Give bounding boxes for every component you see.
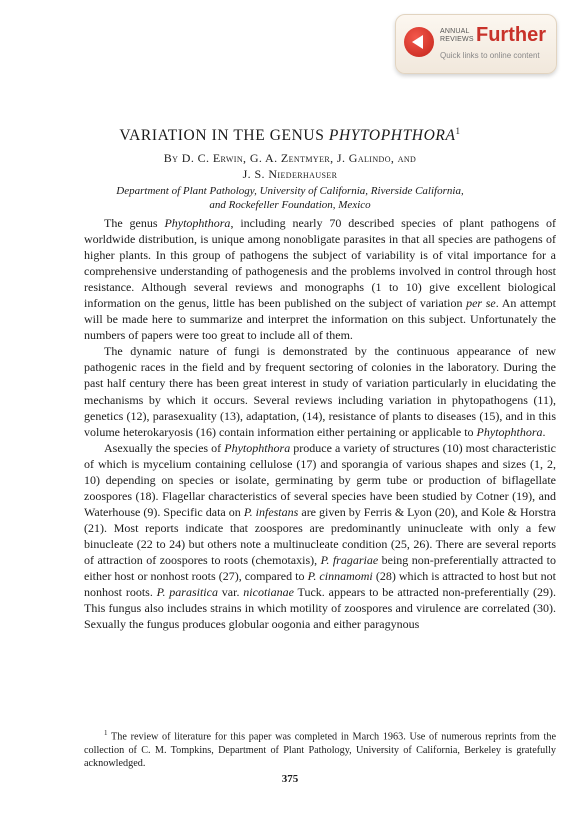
quick-links-label[interactable]: Quick links to online content — [440, 51, 540, 60]
italic-term: Phytophthora — [164, 216, 231, 230]
title-footnote-mark: 1 — [455, 126, 461, 136]
italic-term: nicotianae — [243, 585, 294, 600]
further-label: Further — [476, 24, 546, 46]
text-run: (28) which is attracted to host but not nonhost roots. — [84, 569, 556, 600]
footnote-mark: 1 — [104, 729, 108, 737]
body-paragraph — [84, 215, 556, 343]
page-number: 375 — [281, 773, 299, 785]
italic-term: P. parasitica — [156, 585, 218, 600]
text-run: . An attempt will be made here to summarize and interpret the information on this subject. Unfortunately the numbers of papers were too great to include all of them. — [84, 296, 556, 343]
text-run: . — [542, 424, 546, 439]
italic-term: P. infestans — [243, 504, 299, 519]
text-run: being non-preferentially attracted to either host or nonhost roots (27), compared to — [84, 552, 556, 584]
italic-term: Phytophthora — [224, 440, 291, 455]
authors-second-line: J. S. Niederhauser — [242, 167, 338, 181]
author-list — [0, 150, 580, 182]
title-genus: PHYTOPHTHORA — [328, 127, 456, 145]
play-icon[interactable] — [404, 27, 434, 57]
text-run: The genus — [104, 216, 165, 230]
text-run: var. — [217, 585, 244, 600]
italic-term: Phytophthora — [476, 424, 543, 439]
italic-term: per se — [466, 296, 496, 311]
authors-first-line: D. C. Erwin, G. A. Zentmyer, J. Galindo, and — [181, 151, 417, 165]
affiliation — [0, 184, 580, 212]
text-run: Tuck. appears to be attracted non-preferentially (29). This fungus also includes strains in which motility of zoospores and virulence are correlated (30). Sexually the fungus produces globular oogonia and either paragynous — [84, 585, 556, 632]
author-line-1 — [0, 150, 580, 166]
footnote — [84, 727, 556, 771]
italic-term: P. cinnamomi — [307, 569, 373, 584]
text-run: are given by Ferris & Lyon (20), and Kole & Horstra (21). Most reports indicate that zoospores are predominantly uninucleate with only a few binucleate (22 to 24) but others note a multinucleate condition (25, 26). There are several reports of attraction of zoospores to roots (chemotaxis), — [84, 504, 557, 567]
further-links-badge[interactable] — [395, 14, 557, 74]
italic-term: P. fragariae — [320, 552, 379, 567]
text-run: produce a variety of structures (10) most characteristic of which is mycelium containing cellulose (17) and sporangia of various shapes and sizes (1, 2, 10) depending on species or isolate, germinating by germ tube or production of biflagellate zoospores (18). Flagellar characteristics of several species have been studied by Cotner (19), and Waterhouse (9). Specific data on — [84, 440, 556, 519]
footnote-text: The review of literature for this paper was completed in March 1963. Use of numerous reprints from the collection of C. M. Tompkins, Department of Plant Pathology, University of California, Berkeley is gratefully acknowledged. — [84, 731, 556, 770]
body-paragraph — [84, 440, 556, 633]
affiliation-line-1: Department of Plant Pathology, University of California, Riverside California, — [116, 185, 464, 197]
body-paragraph — [84, 343, 556, 439]
text-run: Asexually the species of — [104, 440, 225, 455]
author-by: By — [163, 151, 179, 165]
text-run: , including nearly 70 described species of plant pathogens of worldwide distribution, is unique among nonobligate parasites in that all species are pathogens of higher plants. In this group of pathogens the subject of variability is of vital importance for a comprehensive understanding of pathogenesis and the problems involved in control through host resistance. Although several reviews and monographs (1 to 10) give excellent biological information on the genus, little has been published on the subject of variation — [84, 216, 556, 311]
annual-reviews-label: ANNUAL REVIEWS — [440, 28, 474, 43]
article-title — [0, 122, 580, 145]
text-run: The dynamic nature of fungi is demonstrated by the continuous appearance of new pathogenic races in the field and by frequent sectoring of colonies in the laboratory. During the past half century there has been great interest in study of variation particularly in elucidating the mechanisms by which it occurs. Several reviews including variation in phytopathogens (11), genetics (12), parasexuality (13), adaptation, (14), resistance of plants to diseases (15), and in this volume heterokaryosis (16) contain information either pertaining or applicable to — [84, 344, 556, 439]
title-text: VARIATION IN THE GENUS — [119, 127, 329, 145]
article-body — [84, 215, 556, 632]
affiliation-line-2: and Rockefeller Foundation, Mexico — [209, 199, 371, 211]
